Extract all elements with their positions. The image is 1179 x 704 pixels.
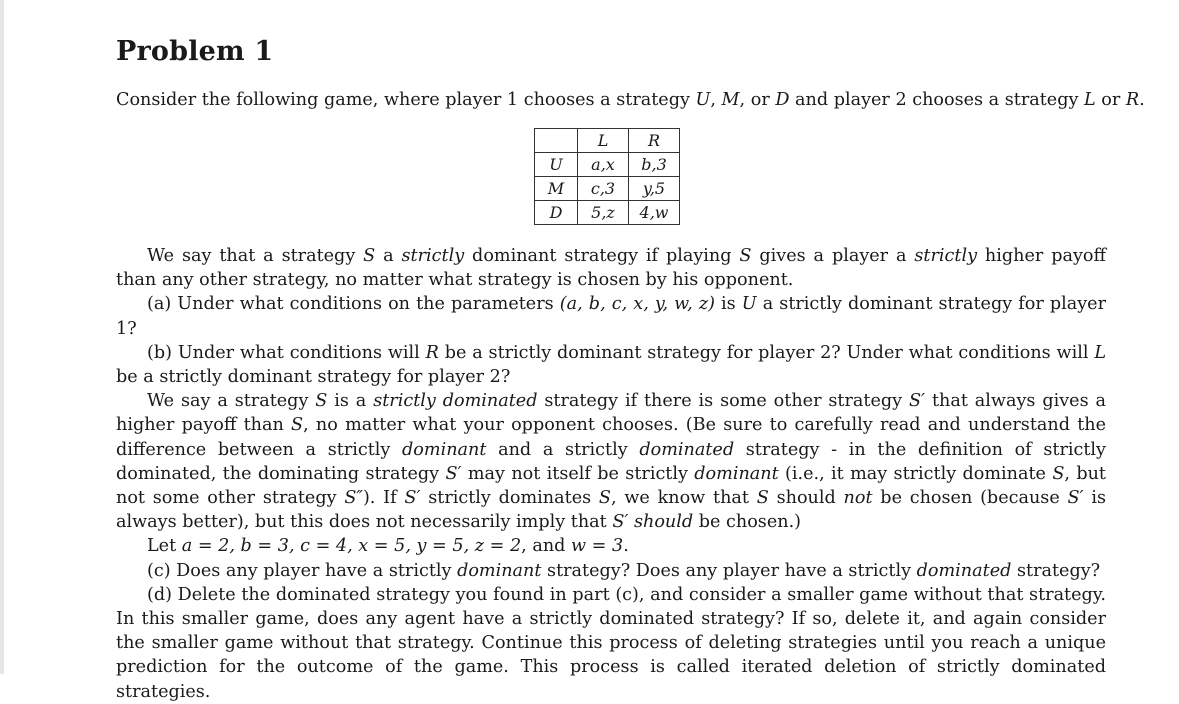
math-D: D [775,90,790,110]
math-S: S [739,246,752,266]
problem-title: Problem 1 [116,36,274,67]
math-S-double-prime: S″ [344,488,363,509]
text-run: , but not some other strategy [116,463,1106,509]
math-values: a = 2, b = 3, c = 4, x = 5, y = 5, z = 2 [181,536,522,557]
math-M: M [721,90,740,110]
math-S-prime: S′ [612,512,629,533]
text-run: be chosen.) [693,512,802,533]
intro-text: Consider the following game, where player 1 chooses a strategy [116,90,696,110]
math-U: U [695,90,711,110]
math-w-value: w = 3 [571,536,624,557]
intro-text: and player 2 chooses a strategy [789,90,1085,110]
question-b [116,341,1106,389]
emphasis: should [633,512,694,533]
text-run: Let [147,536,182,557]
text-run: be chosen (because [872,488,1068,509]
text-run: (a) Under what conditions on the parameters [147,294,560,315]
math-R: R [1125,90,1140,110]
math-S: S [1052,463,1065,484]
payoff-row-D [535,201,680,225]
question-a [116,292,1106,340]
math-S: S [756,488,769,509]
text-run: that always gives a higher payoff than [116,391,1106,436]
intro-text: , or [739,90,776,110]
text-run: (b) Under what conditions will [147,342,426,363]
math-params: (a, b, c, x, y, w, z) [559,294,715,315]
row-header-D: D [535,201,578,225]
text-run: , we know that [610,488,757,509]
text-run: strictly dominates [420,488,599,509]
math-L: L [1094,342,1107,363]
page-left-edge [0,0,4,674]
text-run: is a [327,391,374,412]
intro-paragraph [116,88,1145,112]
text-run: higher payoff than any other strategy, no matter what strategy is chosen by his opponent. [116,246,1106,291]
text-run: dominant strategy if playing [464,246,740,266]
text-run: We say a strategy [147,391,316,412]
payoff-header-row [535,129,680,153]
payoff-cell-U-L: a,x [578,153,629,177]
text-run: be a strictly dominant strategy for player 2? [116,367,511,388]
text-run: strategy? Does any player have a strictly [541,560,917,581]
math-S-prime: S′ [404,488,421,509]
text-run: ). If [362,488,405,509]
parameter-values [116,534,1106,558]
math-S: S [363,246,376,266]
text-run: gives a player a [751,246,915,266]
math-S-prime: S′ [445,463,462,484]
payoff-value: b,3 [641,154,667,174]
text-run: and a strictly [486,439,640,460]
text-run: We say that a strategy [147,246,364,266]
emphasis: dominant [694,463,779,484]
text-run: a strictly dominant strategy for player 1? [116,294,1106,339]
intro-text: , [710,90,722,110]
text-run: . [623,536,629,557]
row-header-M: M [535,177,578,201]
text-run: , and [521,536,572,557]
math-S: S [315,391,328,412]
text-run: (c) Does any player have a strictly [147,560,458,581]
payoff-corner-cell [535,129,578,153]
emphasis: dominant [402,439,487,460]
math-U: U [741,294,757,315]
emphasis: strictly [914,246,978,266]
math-R: R [425,342,439,363]
payoff-cell-M-R: y,5 [629,177,680,201]
text-run: be a strictly dominant strategy for player 2? Under what conditions will [438,342,1095,363]
math-S-prime: S′ [908,391,926,412]
text-run: strategy if there is some other strategy [537,391,909,412]
math-L: L [1084,90,1096,110]
math-S-prime: S′ [1067,488,1084,509]
dominated-definition-paragraph [116,389,1106,534]
text-run: a [375,246,402,266]
emphasis: not [843,488,873,509]
emphasis: dominated [916,560,1012,581]
text-run: should [768,488,844,509]
problem-body [116,244,1106,704]
text-run: may not itself be strictly [461,463,695,484]
payoff-row-M [535,177,680,201]
question-d: (d) Delete the dominated strategy you found in part (c), and consider a smaller game without that strategy. In this smaller game, does any agent have a strictly dominated strategy? If so, delete it, and again consider the smaller game without that strategy. Continue this process of deleting strategies until you reach a unique prediction for the outcome of the game. This process is called iterated deletion of strictly dominated strategies. [116,584,1106,702]
text-run: (i.e., it may strictly dominate [778,463,1053,484]
row-header-U: U [535,153,578,177]
math-S: S [598,488,611,509]
emphasis: dominated [639,439,735,460]
math-S: S [291,415,304,436]
payoff-cell-D-L: 5,z [578,201,629,225]
text-run: strategy - in the definition of strictly dominated, the dominating strategy [116,439,1106,484]
column-header-L: L [578,129,629,153]
question-c [116,559,1106,583]
emphasis: dominant [457,560,542,581]
dominant-definition-paragraph [116,244,1106,292]
payoff-row-U [535,153,680,177]
payoff-matrix [534,128,680,225]
payoff-cell-D-R: 4,w [629,201,680,225]
text-run: is always better), but this does not necessarily imply that [116,488,1106,533]
payoff-cell-U-R [629,153,680,177]
text-run: strategy? [1011,560,1101,581]
intro-text: or [1095,90,1126,110]
text-run: is [714,294,742,315]
intro-text: . [1139,90,1145,110]
text-run: , no matter what your opponent chooses. (Be sure to carefully read and understand the difference between a strictly [116,415,1107,460]
emphasis: strictly [401,246,465,266]
emphasis: strictly dominated [373,391,538,412]
payoff-cell-M-L: c,3 [578,177,629,201]
column-header-R: R [629,129,680,153]
